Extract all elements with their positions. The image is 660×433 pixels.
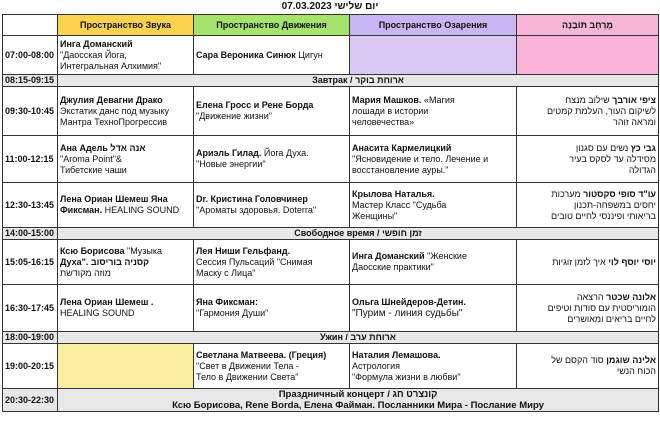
time-cell: 09:30-10:45 <box>3 87 58 136</box>
time-cell: 08:15-09:15 <box>3 75 58 87</box>
session-text: "Ясновидение и тело. Лечение и <box>352 153 489 164</box>
session-text: Астрология <box>352 360 400 371</box>
session-text: "Ароматы здоровья. Doterra" <box>196 205 317 215</box>
session-text: Сессия Пульсаций "Снимая <box>196 256 313 267</box>
session-text: מסידלה עד לסקס בעיר <box>569 153 656 164</box>
presenter-name: Ксю Борисова <box>60 245 125 256</box>
header-row <box>3 15 659 36</box>
presenter-name: ציפי אורבך <box>612 94 656 105</box>
table-row <box>3 344 659 389</box>
session-cell <box>194 87 350 136</box>
session-text: איך לזמן זוגיות <box>552 256 609 267</box>
session-text: "Движение жизни" <box>196 111 272 121</box>
session-text: человечества» <box>352 116 415 127</box>
session-text: "Музыка <box>124 245 163 256</box>
concert-row <box>3 389 659 412</box>
session-text: "Даосская Йога, <box>60 49 127 60</box>
break-row <box>3 75 659 87</box>
session-text: Интегральная Алхимия" <box>60 60 162 71</box>
session-text: ומראה זוהר <box>613 116 656 127</box>
concert-cell <box>58 389 659 412</box>
time-cell: 20:30-22:30 <box>3 389 58 412</box>
session-cell <box>517 87 659 136</box>
break-label: Завтрак / ארוחת בוקר <box>58 75 659 87</box>
session-cell <box>517 183 659 228</box>
time-cell: 07:00-08:00 <box>3 36 58 75</box>
session-text: лошади в истории <box>352 105 429 116</box>
session-text: Даосские практики" <box>352 262 434 272</box>
presenter-name: Dr. Кристина Головчинер <box>196 194 308 204</box>
break-row <box>3 332 659 344</box>
presenter-name: Инга Доманский <box>60 38 133 49</box>
session-text: הרצאה <box>576 291 607 302</box>
session-text: Цигун <box>295 49 323 60</box>
break-label: Свободное время / זמן חופשי <box>58 228 659 240</box>
table-row <box>3 240 659 285</box>
session-cell <box>517 344 659 389</box>
session-text: HEALING SOUND <box>60 308 135 318</box>
time-cell: 11:00-12:15 <box>3 136 58 183</box>
break-label: Ужин / ארוחת ערב <box>58 332 659 344</box>
schedule-table <box>2 14 659 412</box>
session-text: מוזה מקודשת <box>60 267 111 278</box>
concert-title: Праздничный концерт / קונצרט חג <box>278 389 438 400</box>
session-text: מערכות <box>551 188 584 199</box>
empty-cell <box>517 36 659 75</box>
header-hebrew: מֶרְחָב תּוֹבָנָה <box>517 15 659 36</box>
session-text: Мантра ТехноПрогрессив <box>60 116 168 127</box>
time-cell: 12:30-13:45 <box>3 183 58 228</box>
session-cell <box>350 87 517 136</box>
session-cell <box>194 344 350 389</box>
presenter-name: Яна Фиксман: <box>196 297 258 307</box>
session-text: יחסים במשפחה-תכנון <box>573 199 656 210</box>
header-insight: Пространство Озарения <box>350 15 517 36</box>
session-cell <box>194 136 350 183</box>
session-cell <box>58 87 194 136</box>
session-cell <box>58 183 194 228</box>
table-row <box>3 285 659 332</box>
session-text: הגדולה <box>628 164 656 175</box>
presenter-name: Ариэль Гилад. <box>196 148 262 158</box>
presenter-name: Лея Ниши Гельфанд. <box>196 245 291 256</box>
session-text: Маску с Лица" <box>196 267 256 278</box>
session-text: הומוריסטית עם סודות וטיפים <box>547 302 656 313</box>
table-row <box>3 183 659 228</box>
time-cell: 19:00-20:15 <box>3 344 58 389</box>
presenter-name: Ана Адель אנה אדל <box>60 142 146 153</box>
presenter-name: Инга Доманский <box>352 251 425 261</box>
session-text: Экстатик данс под музыку <box>60 105 170 116</box>
session-text: Женщины" <box>352 210 398 221</box>
session-text: סוד הקסם של <box>551 355 607 365</box>
session-text: Духа". קסניה בוריסוב <box>60 256 150 267</box>
session-text: "Женские <box>424 251 467 261</box>
presenter-name: Наталия Лемашова. <box>352 349 441 360</box>
presenter-name: Крылова Наталья. <box>352 188 435 199</box>
session-cell <box>58 36 194 75</box>
session-text: "Aroma Point"& <box>60 153 122 164</box>
session-text: HEALING SOUND <box>102 205 180 215</box>
presenter-name: אלינה שוגמן <box>606 355 656 365</box>
time-header-cell <box>3 15 58 36</box>
session-cell <box>350 240 517 285</box>
session-text: Тело в Движении Света" <box>196 371 299 382</box>
session-text: восстановление ауры." <box>352 164 449 175</box>
session-text: לחיים בריאים ומאושרים <box>567 313 656 324</box>
presenter-name: יוסי יוסף לוי <box>608 256 656 267</box>
concert-performers: Ксю Борисова, Rene Borda, Елена Файман. Посланники Мира - Послание Миру <box>172 400 544 411</box>
presenter-name: Фиксман. <box>60 205 103 215</box>
presenter-name: Анасита Кармелицкий <box>352 142 452 153</box>
presenter-name: גבי כץ <box>630 142 656 153</box>
session-text: שילוב מנצח <box>565 94 613 105</box>
session-cell <box>517 240 659 285</box>
table-row <box>3 36 659 75</box>
session-cell <box>517 136 659 183</box>
session-text: לשיקום העור, העלמת קמטים <box>547 105 656 116</box>
table-row <box>3 136 659 183</box>
session-cell <box>58 136 194 183</box>
session-cell <box>194 240 350 285</box>
session-cell <box>194 36 350 75</box>
empty-cell <box>58 344 194 389</box>
presenter-name: Светлана Матвеева. (Греция) <box>196 349 327 360</box>
session-cell <box>350 136 517 183</box>
presenter-name: Елена Гросс и Рене Борда <box>196 100 314 110</box>
presenter-name: אלונה שכטר <box>606 291 656 302</box>
header-sound: Пространство Звука <box>58 15 194 36</box>
presenter-name: Джулия Девагни Драко <box>60 94 163 105</box>
presenter-name: Лена Ориан Шемеш . <box>60 297 154 307</box>
session-cell <box>194 285 350 332</box>
session-text: נשים עם סגנון <box>575 142 631 153</box>
session-cell <box>58 285 194 332</box>
session-text: Мастер Класс "Судьба <box>352 199 447 210</box>
session-text: Тибетские чаши <box>60 164 127 175</box>
time-cell: 14:00-15:00 <box>3 228 58 240</box>
presenter-name: Лена Ориан Шемеш Яна <box>60 194 168 204</box>
time-cell: 16:30-17:45 <box>3 285 58 332</box>
session-text: "Гармония Души" <box>196 308 269 318</box>
session-text: הכוח הנשי <box>616 366 656 376</box>
session-text: "Пурим - линия судьбы" <box>352 308 463 319</box>
session-text: Йога Духа. <box>261 148 309 158</box>
session-text: בריאותי ופיננסי לחיים טובים <box>551 210 656 221</box>
session-text: "Формула жизни в любви" <box>352 371 461 382</box>
presenter-name: עו"ד סופי סקסטור <box>583 188 656 199</box>
break-row <box>3 228 659 240</box>
presenter-name: Сара Вероника Синюк <box>196 49 296 60</box>
session-cell <box>350 183 517 228</box>
session-text: "Новые энергии" <box>196 159 266 169</box>
session-cell <box>350 344 517 389</box>
session-cell <box>58 240 194 285</box>
table-row <box>3 87 659 136</box>
session-cell <box>350 285 517 332</box>
time-cell: 18:00-19:00 <box>3 332 58 344</box>
header-movement: Пространство Движения <box>194 15 350 36</box>
time-cell: 15:05-16:15 <box>3 240 58 285</box>
session-text: "Свет в Движении Тела - <box>196 360 299 371</box>
session-text: «Магия <box>421 94 455 105</box>
page-title: 07.03.2023 יום שלישי <box>281 1 379 12</box>
presenter-name: Мария Машков. <box>352 94 422 105</box>
session-cell <box>194 183 350 228</box>
session-cell <box>517 285 659 332</box>
empty-cell <box>350 36 517 75</box>
presenter-name: Ольга Шнейдеров-Детин. <box>352 297 466 307</box>
